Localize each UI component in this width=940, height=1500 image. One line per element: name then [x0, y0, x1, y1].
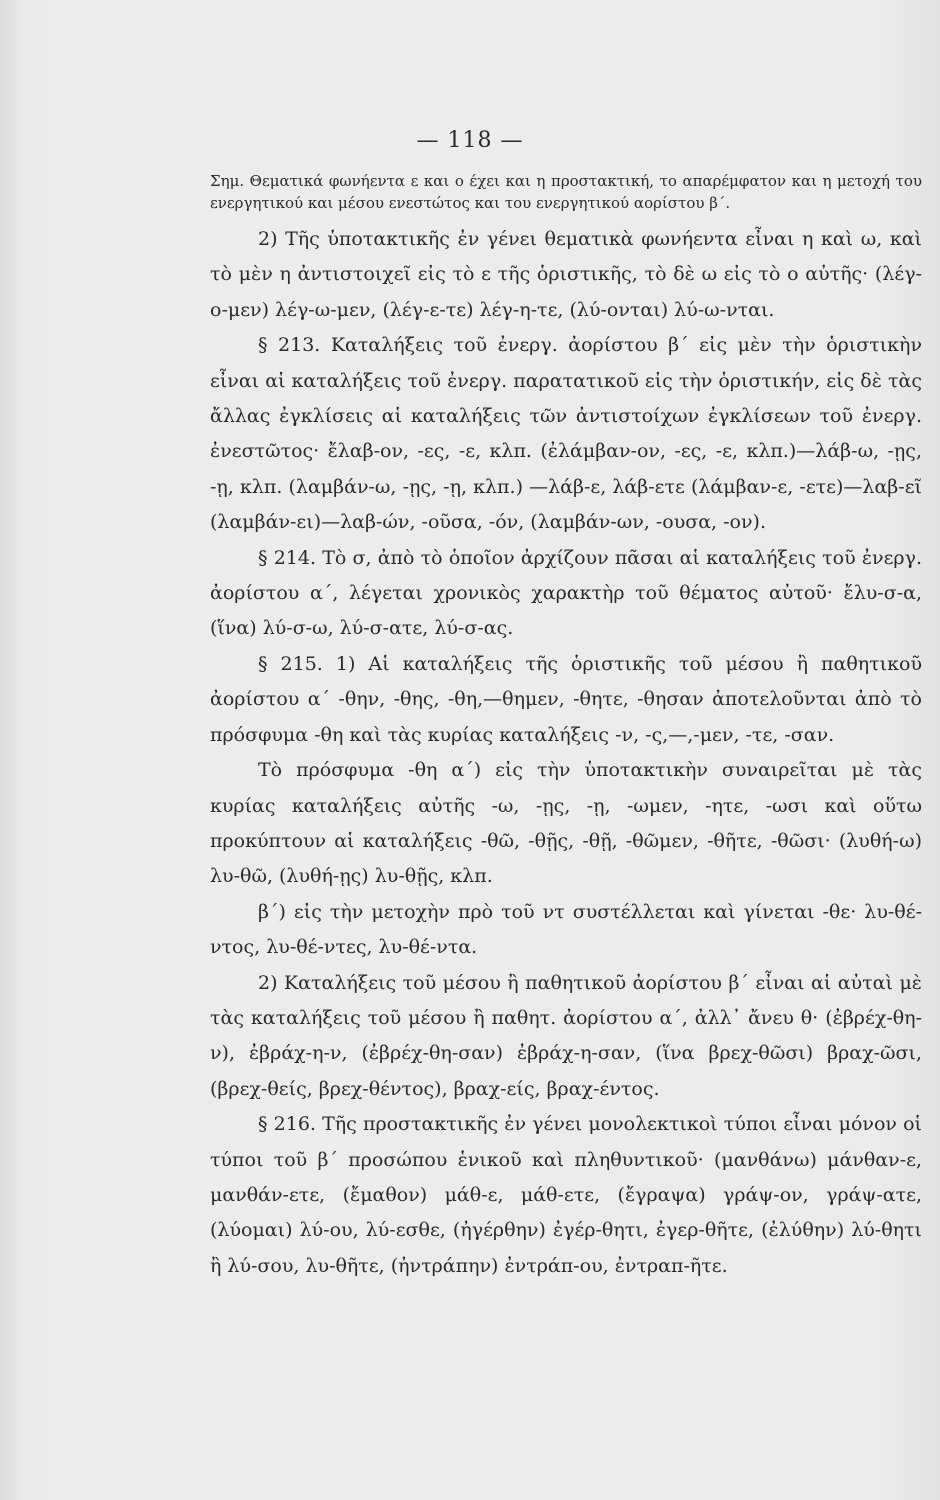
page-number: — 118 —: [416, 128, 524, 153]
text-body: [210, 170, 922, 1284]
paragraph-subjunctive-vowels: 2) Τῆς ὑποτακτικῆς ἐν γένει θεματικὰ φωνήεντα εἶναι η καὶ ω, καὶ τὸ μὲν η ἀντιστοιχεῖ εἰς τὸ ε τῆς ὁριστικῆς, τὸ δὲ ω εἰς τὸ ο αὐτῆς· (λέγ-ο-μεν) λέγ-ω-μεν, (λέγ-ε-τε) λέγ-η-τε, (λύ-ονται) λύ-ω-νται.: [210, 228, 922, 321]
paragraph-215-prosfyma: Τὸ πρόσφυμα -θη α΄) εἰς τὴν ὑποτακτικὴν συναιρεῖται μὲ τὰς κυρίας καταλήξεις αὐτῆς -ω, -ῃς, -ῃ, -ωμεν, -ητε, -ωσι καὶ οὕτω προκύπτουν αἱ καταλήξεις -θῶ, -θῇς, -θῇ, -θῶμεν, -θῆτε, -θῶσι· (λυθή-ω) λυ-θῶ, (λυθή-ῃς) λυ-θῇς, κλπ.: [210, 759, 922, 888]
paragraph-215: § 215. 1) Αἱ καταλήξεις τῆς ὁριστικῆς τοῦ μέσου ἢ παθητικοῦ ἀορίστου α΄ -θην, -θης, -θη,—θημεν, -θητε, -θησαν ἀποτελοῦνται ἀπὸ τὸ πρόσφυμα -θη καὶ τὰς κυρίας καταλήξεις -ν, -ς,—,-μεν, -τε, -σαν.: [210, 652, 922, 746]
paragraph-214: § 214. Τὸ σ, ἀπὸ τὸ ὁποῖον ἀρχίζουν πᾶσαι αἱ καταλήξεις τοῦ ἐνεργ. ἀορίστου α΄, λέγεται χρονικὸς χαρακτὴρ τοῦ θέματος αὐτοῦ· ἔλυ-σ-α, (ἵνα) λύ-σ-ω, λύ-σ-ατε, λύ-σ-ας.: [210, 546, 922, 640]
paragraph-213: § 213. Καταλήξεις τοῦ ἐνεργ. ἀορίστου β΄ εἰς μὲν τὴν ὁριστικὴν εἶναι αἱ καταλήξεις τοῦ ἐνεργ. παρατατικοῦ εἰς τὴν ὁριστικήν, εἰς δὲ τὰς ἄλλας ἐγκλίσεις αἱ καταλήξεις τῶν ἀντιστοίχων ἐγκλίσεων τοῦ ἐνεργ. ἐνεστῶτος· ἔλαβ-ον, -ες, -ε, κλπ. (ἐλάμβαν-ον, -ες, -ε, κλπ.)—λάβ-ω, -ῃς, -ῃ, κλπ. (λαμβάν-ω, -ῃς, -ῃ, κλπ.) —λάβ-ε, λάβ-ετε (λάμβαν-ε, -ετε)—λαβ-εῖ (λαμβάν-ει)—λαβ-ών, -οῦσα, -όν, (λαμβάν-ων, -ουσα, -ον).: [210, 334, 922, 534]
paragraph-215-participle: β΄) εἰς τὴν μετοχὴν πρὸ τοῦ ντ συστέλλεται καὶ γίνεται -θε· λυ-θέ-ντος, λυ-θέ-ντες, λυ-θέ-ντα.: [210, 900, 922, 959]
paragraph-215-aorist-b: 2) Καταλήξεις τοῦ μέσου ἢ παθητικοῦ ἀορίστου β΄ εἶναι αἱ αὐταὶ μὲ τὰς καταλήξεις τοῦ μέσου ἢ παθητ. ἀορίστου α΄, ἀλλ᾿ ἄνευ θ· (ἐβρέχ-θη-ν), ἐβράχ-η-ν, (ἐβρέχ-θη-σαν) ἐβράχ-η-σαν, (ἵνα βρεχ-θῶσι) βραχ-ῶσι, (βρεχ-θείς, βρεχ-θέντος), βραχ-είς, βραχ-έντος.: [210, 971, 922, 1100]
paragraph-216: § 216. Τῆς προστακτικῆς ἐν γένει μονολεκτικοὶ τύποι εἶναι μόνον οἱ τύποι τοῦ β΄ προσώπου ἑνικοῦ καὶ πληθυντικοῦ· (μανθάνω) μάνθαν-ε, μανθάν-ετε, (ἔμαθον) μάθ-ε, μάθ-ετε, (ἔγραψα) γράψ-ον, γράψ-ατε, (λύομαι) λύ-ου, λύ-εσθε, (ἠγέρθην) ἐγέρ-θητι, ἐγερ-θῆτε, (ἐλύθην) λύ-θητι ἢ λύ-σου, λυ-θῆτε, (ἠντράπην) ἐντράπ-ου, ἐντραπ-ῆτε.: [210, 1113, 922, 1277]
note-paragraph: Σημ. Θεματικά φωνήεντα ε και ο έχει και η προστακτική, το απαρέμφατον και η μετοχή του ενεργητικού και μέσου ενεστώτος και του ενεργητικού αορίστου β΄.: [210, 172, 922, 212]
